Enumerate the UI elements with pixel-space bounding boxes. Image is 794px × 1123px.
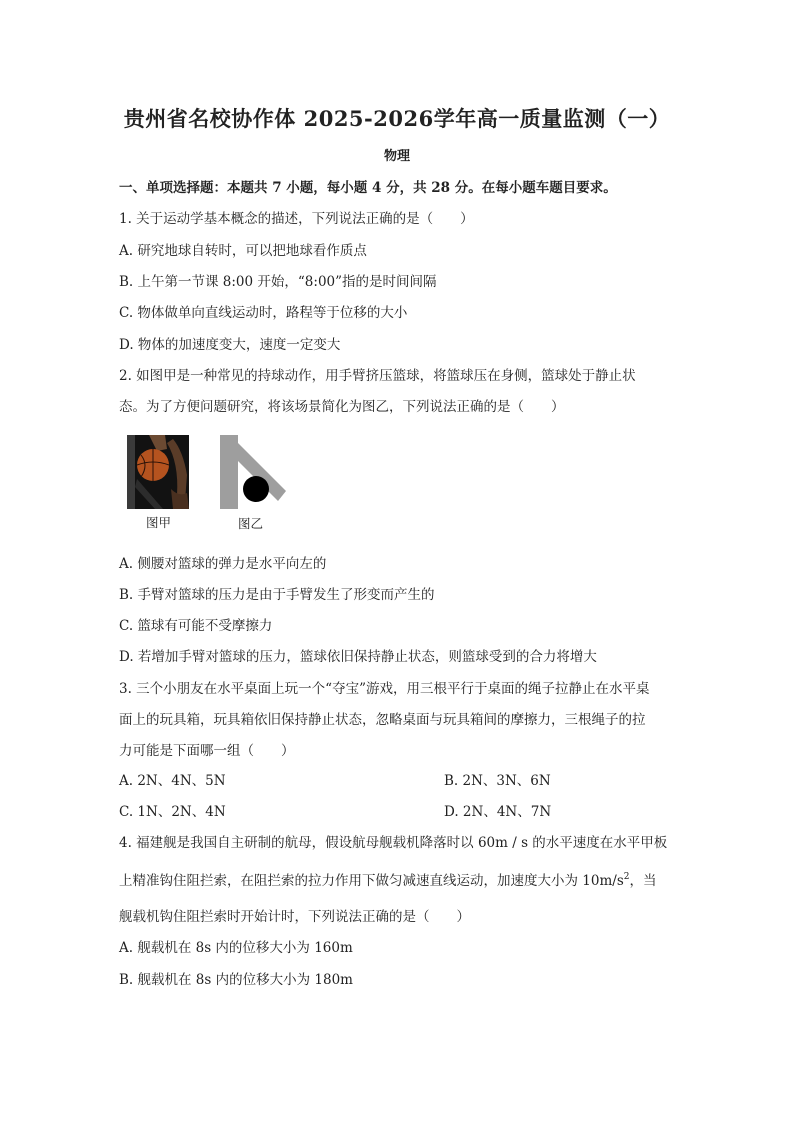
q1-option-c: C. 物体做单向直线运动时，路程等于位移的大小 xyxy=(119,305,408,321)
q2-option-d: D. 若增加手臂对篮球的压力，篮球依旧保持静止状态，则篮球受到的合力将增大 xyxy=(119,649,597,665)
q2-option-c: C. 篮球有可能不受摩擦力 xyxy=(119,618,273,634)
figure-b-caption: 图乙 xyxy=(238,516,264,531)
q3-option-a: A. 2N、4N、5N xyxy=(119,773,226,789)
q3-option-d: D. 2N、4N、7N xyxy=(444,804,552,820)
basketball-photo-figure xyxy=(127,435,189,509)
q4-stem-line2 xyxy=(119,869,656,889)
q3-stem-line1: 3. 三个小朋友在水平桌面上玩一个“夺宝”游戏，用三根平行于桌面的绳子拉静止在水平桌 xyxy=(119,681,650,697)
q4-stem-line2-text: 上精准钩住阻拦索，在阻拦索的拉力作用下做匀减速直线运动，加速度大小为 10m/s xyxy=(119,873,624,889)
q1-option-a: A. 研究地球自转时，可以把地球看作质点 xyxy=(119,243,367,259)
q3-stem-line3: 力可能是下面哪一组（ ） xyxy=(119,743,295,759)
q3-option-b: B. 2N、3N、6N xyxy=(444,773,551,789)
q4-option-b: B. 舰载机在 8s 内的位移大小为 180m xyxy=(119,972,353,988)
section-heading: 一、单项选择题：本题共 7 小题，每小题 4 分，共 28 分。在每小题车题目要求。 xyxy=(119,180,617,196)
q2-stem-line2: 态。为了方便问题研究，将该场景简化为图乙，下列说法正确的是（ ） xyxy=(119,399,565,415)
q1-stem: 1. 关于运动学基本概念的描述，下列说法正确的是（ ） xyxy=(119,211,474,227)
simplified-diagram-figure xyxy=(218,435,290,511)
q4-stem-line1: 4. 福建舰是我国自主研制的航母，假设航母舰载机降落时以 60m / s 的水平速度在水平甲板 xyxy=(119,835,668,851)
q4-stem-line2-tail: ，当 xyxy=(629,873,657,889)
page-title: 贵州省名校协作体 2025-2026学年高一质量监测（一） xyxy=(123,106,671,131)
q1-option-b: B. 上午第一节课 8:00 开始，“8:00”指的是时间间隔 xyxy=(119,274,437,290)
q4-exponent: 2 xyxy=(623,872,630,882)
q1-option-d: D. 物体的加速度变大，速度一定变大 xyxy=(119,337,341,353)
q2-stem-line1: 2. 如图甲是一种常见的持球动作，用手臂挤压篮球，将篮球压在身侧，篮球处于静止状 xyxy=(119,368,636,384)
q4-stem-line3: 舰载机钩住阻拦索时开始计时，下列说法正确的是（ ） xyxy=(119,909,470,925)
q2-option-b: B. 手臂对篮球的压力是由于手臂发生了形变而产生的 xyxy=(119,587,435,603)
figure-a-caption: 图甲 xyxy=(146,515,172,530)
q4-option-a: A. 舰载机在 8s 内的位移大小为 160m xyxy=(119,940,353,956)
subject-label: 物理 xyxy=(383,149,410,164)
q3-stem-line2: 面上的玩具箱，玩具箱依旧保持静止状态，忽略桌面与玩具箱间的摩擦力，三根绳子的拉 xyxy=(119,712,646,728)
q2-option-a: A. 侧腰对篮球的弹力是水平向左的 xyxy=(119,556,327,572)
q3-option-c: C. 1N、2N、4N xyxy=(119,804,226,820)
